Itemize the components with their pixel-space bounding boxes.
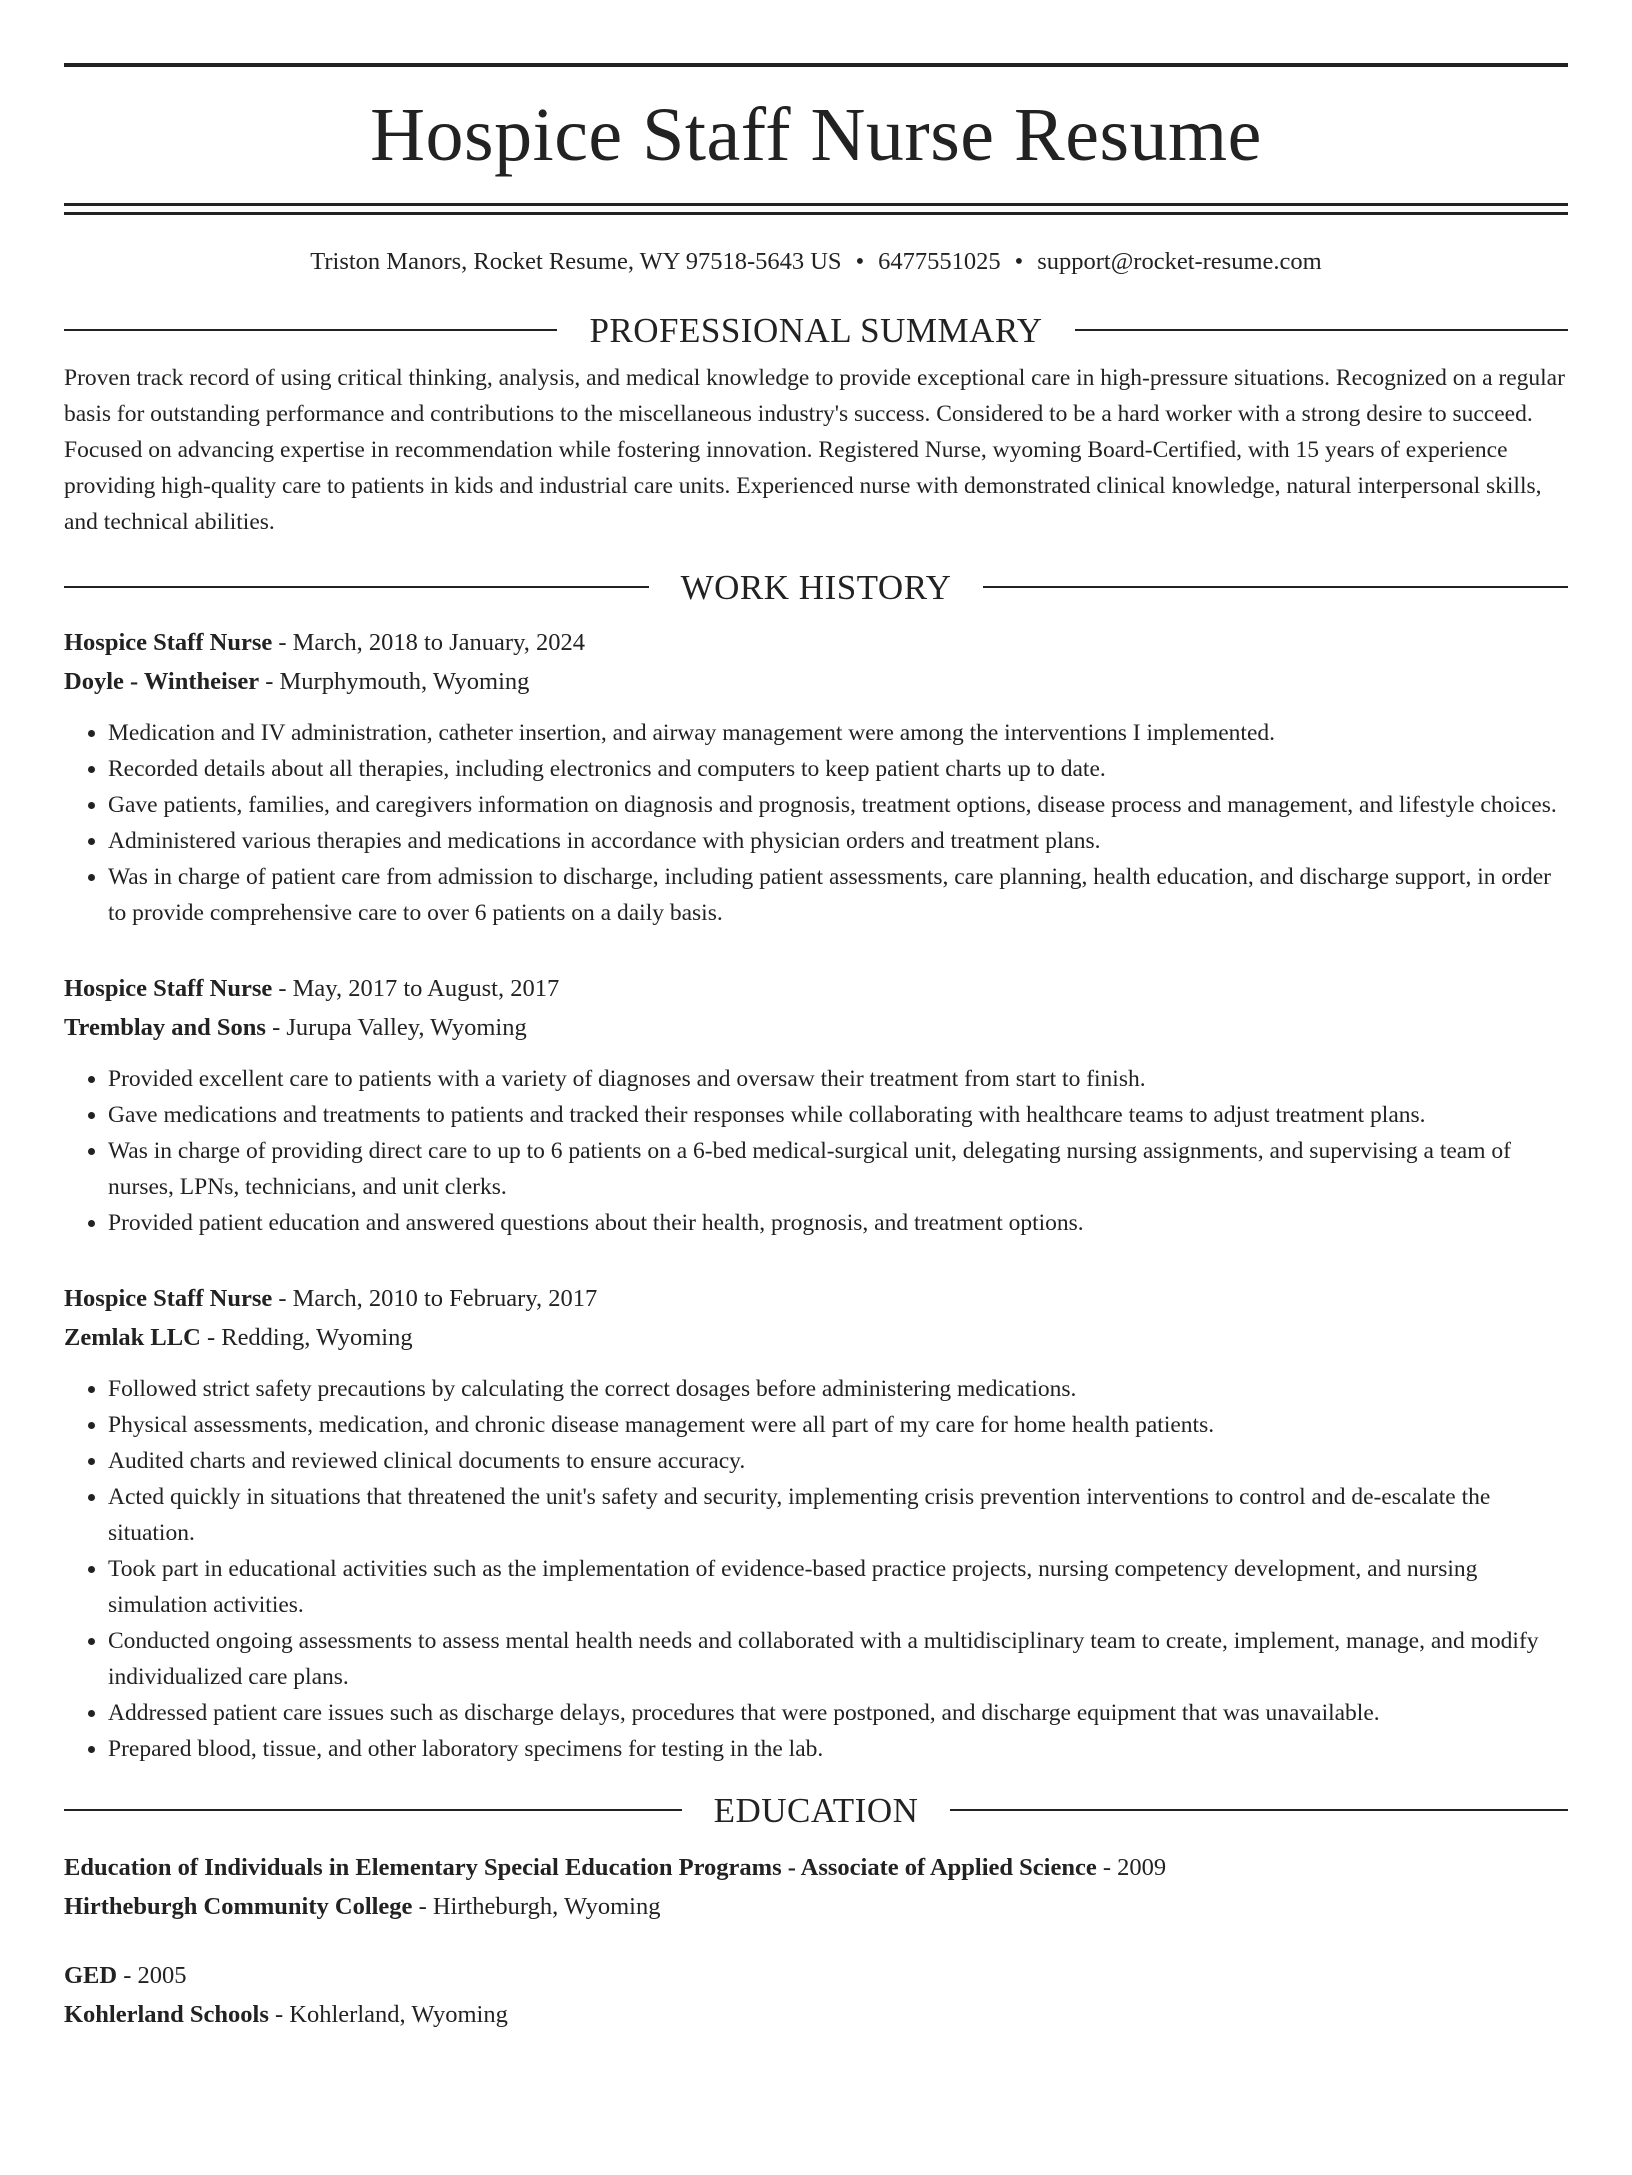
job-location: - Jurupa Valley, Wyoming (265, 1013, 527, 1041)
job-company: Zemlak LLC (64, 1323, 201, 1351)
summary-heading-label: PROFESSIONAL SUMMARY (589, 310, 1043, 350)
job-title-line (64, 969, 1568, 1008)
list-item: • Recorded details about all therapies, including electronics and computers to keep patient charts up to date. (108, 751, 1568, 787)
list-item: • Addressed patient care issues such as discharge delays, procedures that were postponed, and discharge equipment that was unavailable. (108, 1695, 1568, 1731)
education-entry (64, 1956, 1568, 2034)
heading-rule (983, 586, 1568, 588)
job-bullets (64, 715, 1568, 931)
education-year: - 2005 (117, 1961, 187, 1989)
contact-email: support@rocket-resume.com (1037, 248, 1322, 275)
job-dates: - March, 2010 to February, 2017 (272, 1284, 598, 1312)
education-degree-line (64, 1848, 1568, 1887)
job-title: Hospice Staff Nurse (64, 1284, 273, 1312)
list-item: • Prepared blood, tissue, and other laboratory specimens for testing in the lab. (108, 1731, 1568, 1767)
job-title-line (64, 623, 1568, 662)
job-title: Hospice Staff Nurse (64, 628, 273, 656)
education-location: - Hirtheburgh, Wyoming (412, 1892, 661, 1920)
education-school-line (64, 1887, 1568, 1926)
contact-address: Triston Manors, Rocket Resume, WY 97518-5643 US (310, 248, 842, 275)
contact-phone: 6477551025 (878, 248, 1001, 275)
job-dates: - May, 2017 to August, 2017 (272, 974, 560, 1002)
job-location: - Redding, Wyoming (200, 1323, 413, 1351)
list-item: • Gave patients, families, and caregivers information on diagnosis and prognosis, treatment options, disease process and management, and lifestyle choices. (108, 787, 1568, 823)
job-title: Hospice Staff Nurse (64, 974, 273, 1002)
list-item: • Was in charge of providing direct care to up to 6 patients on a 6-bed medical-surgical unit, delegating nursing assignments, and supervising a team of nurses, LPNs, technicians, and unit clerks. (108, 1133, 1568, 1205)
job-entry (64, 623, 1568, 931)
job-company-line (64, 1318, 1568, 1357)
job-location: - Murphymouth, Wyoming (259, 667, 530, 695)
list-item: • Followed strict safety precautions by calculating the correct dosages before administering medications. (108, 1371, 1568, 1407)
list-item: • Acted quickly in situations that threatened the unit's safety and security, implementing crisis prevention interventions to control and de-escalate the situation. (108, 1479, 1568, 1551)
contact-separator: • (855, 248, 865, 275)
education-degree-line (64, 1956, 1568, 1995)
heading-rule (1075, 329, 1568, 331)
education-heading-label: EDUCATION (713, 1790, 919, 1830)
top-rule (64, 63, 1568, 67)
heading-rule (64, 586, 649, 588)
list-item: • Conducted ongoing assessments to assess mental health needs and collaborated with a multidisciplinary team to create, implement, manage, and modify individualized care plans. (108, 1623, 1568, 1695)
job-bullets (64, 1371, 1568, 1767)
education-location: - Kohlerland, Wyoming (268, 2000, 508, 2028)
education-entry (64, 1848, 1568, 1926)
list-item: • Administered various therapies and medications in accordance with physician orders and treatment plans. (108, 823, 1568, 859)
education-school-line (64, 1995, 1568, 2034)
education-degree: Education of Individuals in Elementary Special Education Programs - Associate of Applied Science (64, 1853, 1097, 1881)
job-entry (64, 969, 1568, 1241)
summary-heading (64, 310, 1568, 350)
list-item: • Took part in educational activities such as the implementation of evidence-based practice projects, nursing competency development, and nursing simulation activities. (108, 1551, 1568, 1623)
page-title: Hospice Staff Nurse Resume (370, 93, 1262, 177)
contact-line (64, 250, 1568, 275)
work-history-heading (64, 567, 1568, 607)
job-company: Doyle - Wintheiser (64, 667, 260, 695)
summary-text: Proven track record of using critical thinking, analysis, and medical knowledge to provide exceptional care in high-pressure situations. Recognized on a regular basis for outstanding performance and contributions to the miscellaneous industry's success. Considered to be a hard worker with a strong desire to succeed. Focused on advancing expertise in recommendation while fostering innovation. Registered Nurse, wyoming Board-Certified, with 15 years of experience providing high-quality care to patients in kids and industrial care units. Experienced nurse with demonstrated clinical knowledge, natural interpersonal skills, and technical abilities. (64, 364, 1565, 535)
title-double-rule (64, 203, 1568, 215)
heading-rule (64, 329, 557, 331)
job-company: Tremblay and Sons (64, 1013, 266, 1041)
heading-rule (950, 1809, 1568, 1811)
job-title-line (64, 1279, 1568, 1318)
work-history-heading-label: WORK HISTORY (680, 567, 952, 607)
list-item: • Gave medications and treatments to patients and tracked their responses while collaborating with healthcare teams to adjust treatment plans. (108, 1097, 1568, 1133)
job-company-line (64, 1008, 1568, 1047)
resume-page (0, 63, 1632, 2175)
education-degree: GED (64, 1961, 118, 1989)
list-item: • Audited charts and reviewed clinical documents to ensure accuracy. (108, 1443, 1568, 1479)
education-heading (64, 1790, 1568, 1830)
job-dates: - March, 2018 to January, 2024 (272, 628, 585, 656)
job-company-line (64, 662, 1568, 701)
education-school: Hirtheburgh Community College (64, 1892, 413, 1920)
list-item: • Medication and IV administration, catheter insertion, and airway management were among the interventions I implemented. (108, 715, 1568, 751)
education-year: - 2009 (1096, 1853, 1167, 1881)
list-item: • Was in charge of patient care from admission to discharge, including patient assessments, care planning, health education, and discharge support, in order to provide comprehensive care to over 6 patients on a daily basis. (108, 859, 1568, 931)
list-item: • Provided patient education and answered questions about their health, prognosis, and treatment options. (108, 1205, 1568, 1241)
job-entry (64, 1279, 1568, 1767)
contact-separator: • (1014, 248, 1024, 275)
list-item: • Provided excellent care to patients with a variety of diagnoses and oversaw their treatment from start to finish. (108, 1061, 1568, 1097)
heading-rule (64, 1809, 682, 1811)
job-bullets (64, 1061, 1568, 1241)
list-item: • Physical assessments, medication, and chronic disease management were all part of my care for home health patients. (108, 1407, 1568, 1443)
education-school: Kohlerland Schools (64, 2000, 269, 2028)
